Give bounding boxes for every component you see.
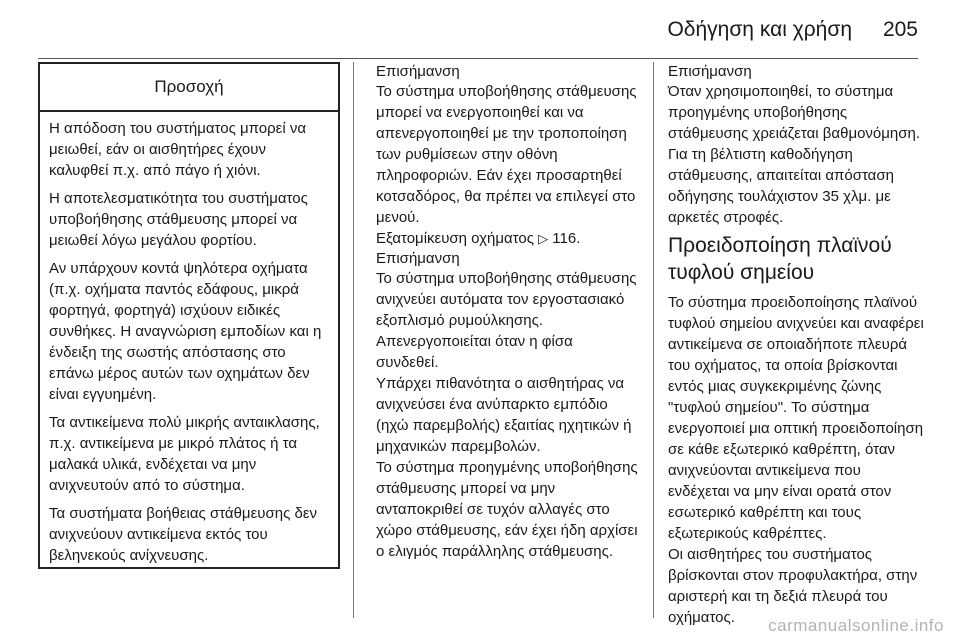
cross-reference	[376, 228, 638, 249]
middle-column	[376, 62, 638, 562]
warning-paragraph: Τα αντικείμενα πολύ μικρής ανταικλασης, π.χ. αντικείμενα με μικρό πλάτος ή τα μαλακά υλικά, ενδέχεται να μην ανιχνευτούν από το σύστημα.	[49, 414, 320, 494]
right-column	[668, 62, 924, 628]
note-text: Το σύστημα υποβοήθησης στάθμευσης ανιχνεύει αυτόματα τον εργοστασιακό εξοπλισμό ρυμούλκησης. Απενεργοποιείται όταν η φίσα συνδεθεί.	[376, 270, 637, 371]
warning-title: Προσοχή	[40, 64, 338, 112]
note-label: Επισήμανση	[668, 63, 752, 80]
column-divider	[653, 62, 654, 618]
warning-paragraph: Τα συστήματα βοήθειας στάθμευσης δεν ανιχνεύουν αντικείμενα εκτός του βεληνεκούς ανίχνευσης.	[49, 505, 318, 564]
cross-reference-page[interactable]: 116.	[552, 230, 581, 247]
body-paragraph: Υπάρχει πιθανότητα ο αισθητήρας να ανιχνεύσει ένα ανύπαρκτο εμπόδιο (ηχώ παρεμβολής) εξαιτίας ηχητικών ή μηχανικών παρεμβολών.	[376, 375, 632, 455]
page-title: Οδήγηση και χρήση	[667, 18, 852, 41]
body-paragraph: Το σύστημα προηγμένης υποβοήθησης στάθμευσης μπορεί να μην ανταποκριθεί σε τυχόν αλλαγές στο χώρο στάθμευσης, εάν έχει ήδη αρχίσει ο ελιγμός παράλληλης στάθμευσης.	[376, 459, 638, 560]
warning-paragraph: Αν υπάρχουν κοντά ψηλότερα οχήματα (π.χ. οχήματα παντός εδάφους, μικρά φορτηγά, φορτηγά) ισχύουν ειδικές συνθήκες. Η αναγνώριση εμποδίων και η ένδειξη της σωστής απόστασης στο επάνω μέρος αυτών των οχημάτων δεν είναι εγγυημένη.	[49, 260, 322, 403]
warning-paragraph: Η απόδοση του συστήματος μπορεί να μειωθεί, εάν οι αισθητήρες έχουν καλυφθεί π.χ. από πάγο ή χιόνι.	[49, 120, 307, 179]
warning-body	[40, 112, 338, 566]
watermark: carmanualsonline.info	[768, 616, 944, 635]
page-number: 205	[882, 18, 918, 41]
body-paragraph: Οι αισθητήρες του συστήματος βρίσκονται στον προφυλακτήρα, στην αριστερή και τη δεξιά πλευρά του οχήματος.	[668, 546, 918, 626]
cross-reference-text: Εξατομίκευση οχήματος	[376, 230, 534, 247]
column-divider	[353, 62, 354, 618]
header-divider	[38, 58, 918, 59]
warning-box	[38, 62, 340, 569]
warning-paragraph: Η αποτελεσματικότητα του συστήματος υποβοήθησης στάθμευσης μπορεί να μειωθεί λόγω μεγάλου φορτίου.	[49, 190, 308, 249]
page-header	[0, 0, 960, 60]
note-label: Επισήμανση	[376, 250, 460, 267]
section-heading: Προειδοποίηση πλαϊνού τυφλού σημείου	[668, 234, 892, 284]
note-text: Όταν χρησιμοποιηθεί, το σύστημα προηγμένης υποβοήθησης στάθμευσης χρειάζεται βαθμονόμηση. Για τη βέλτιστη καθοδήγηση στάθμευσης, απαιτείται απόσταση οδήγησης τουλάχιστον 35 χλμ. με αρκετές στροφές.	[668, 83, 921, 226]
body-paragraph: Το σύστημα προειδοποίησης πλαϊνού τυφλού σημείου ανιχνεύει και αναφέρει αντικείμενα σε οποιαδήποτε πλευρά του οχήματος, τα οποία βρίσκονται εντός μιας συγκεκριμένης ζώνης "τυφλού σημείου". Το σύστημα ενεργοποιεί μια οπτική προειδοποίηση σε κάθε εξωτερικό καθρέπτη, όταν ανιχνεύονται αντικείμενα που ενδέχεται να μην είναι ορατά στον εσωτερικό καθρέπτη και τους εξωτερικούς καθρέπτες.	[668, 294, 924, 542]
page-reference-arrow-icon: ▷	[538, 231, 549, 246]
note-text: Το σύστημα υποβοήθησης στάθμευσης μπορεί να ενεργοποιηθεί και να απενεργοποιηθεί με την τροποποίηση των ρυθμίσεων στην οθόνη πληροφοριών. Εάν έχει προσαρτηθεί κοτσαδόρος, θα πρέπει να επιλεγεί στο μενού.	[376, 83, 637, 226]
note-label: Επισήμανση	[376, 63, 460, 80]
